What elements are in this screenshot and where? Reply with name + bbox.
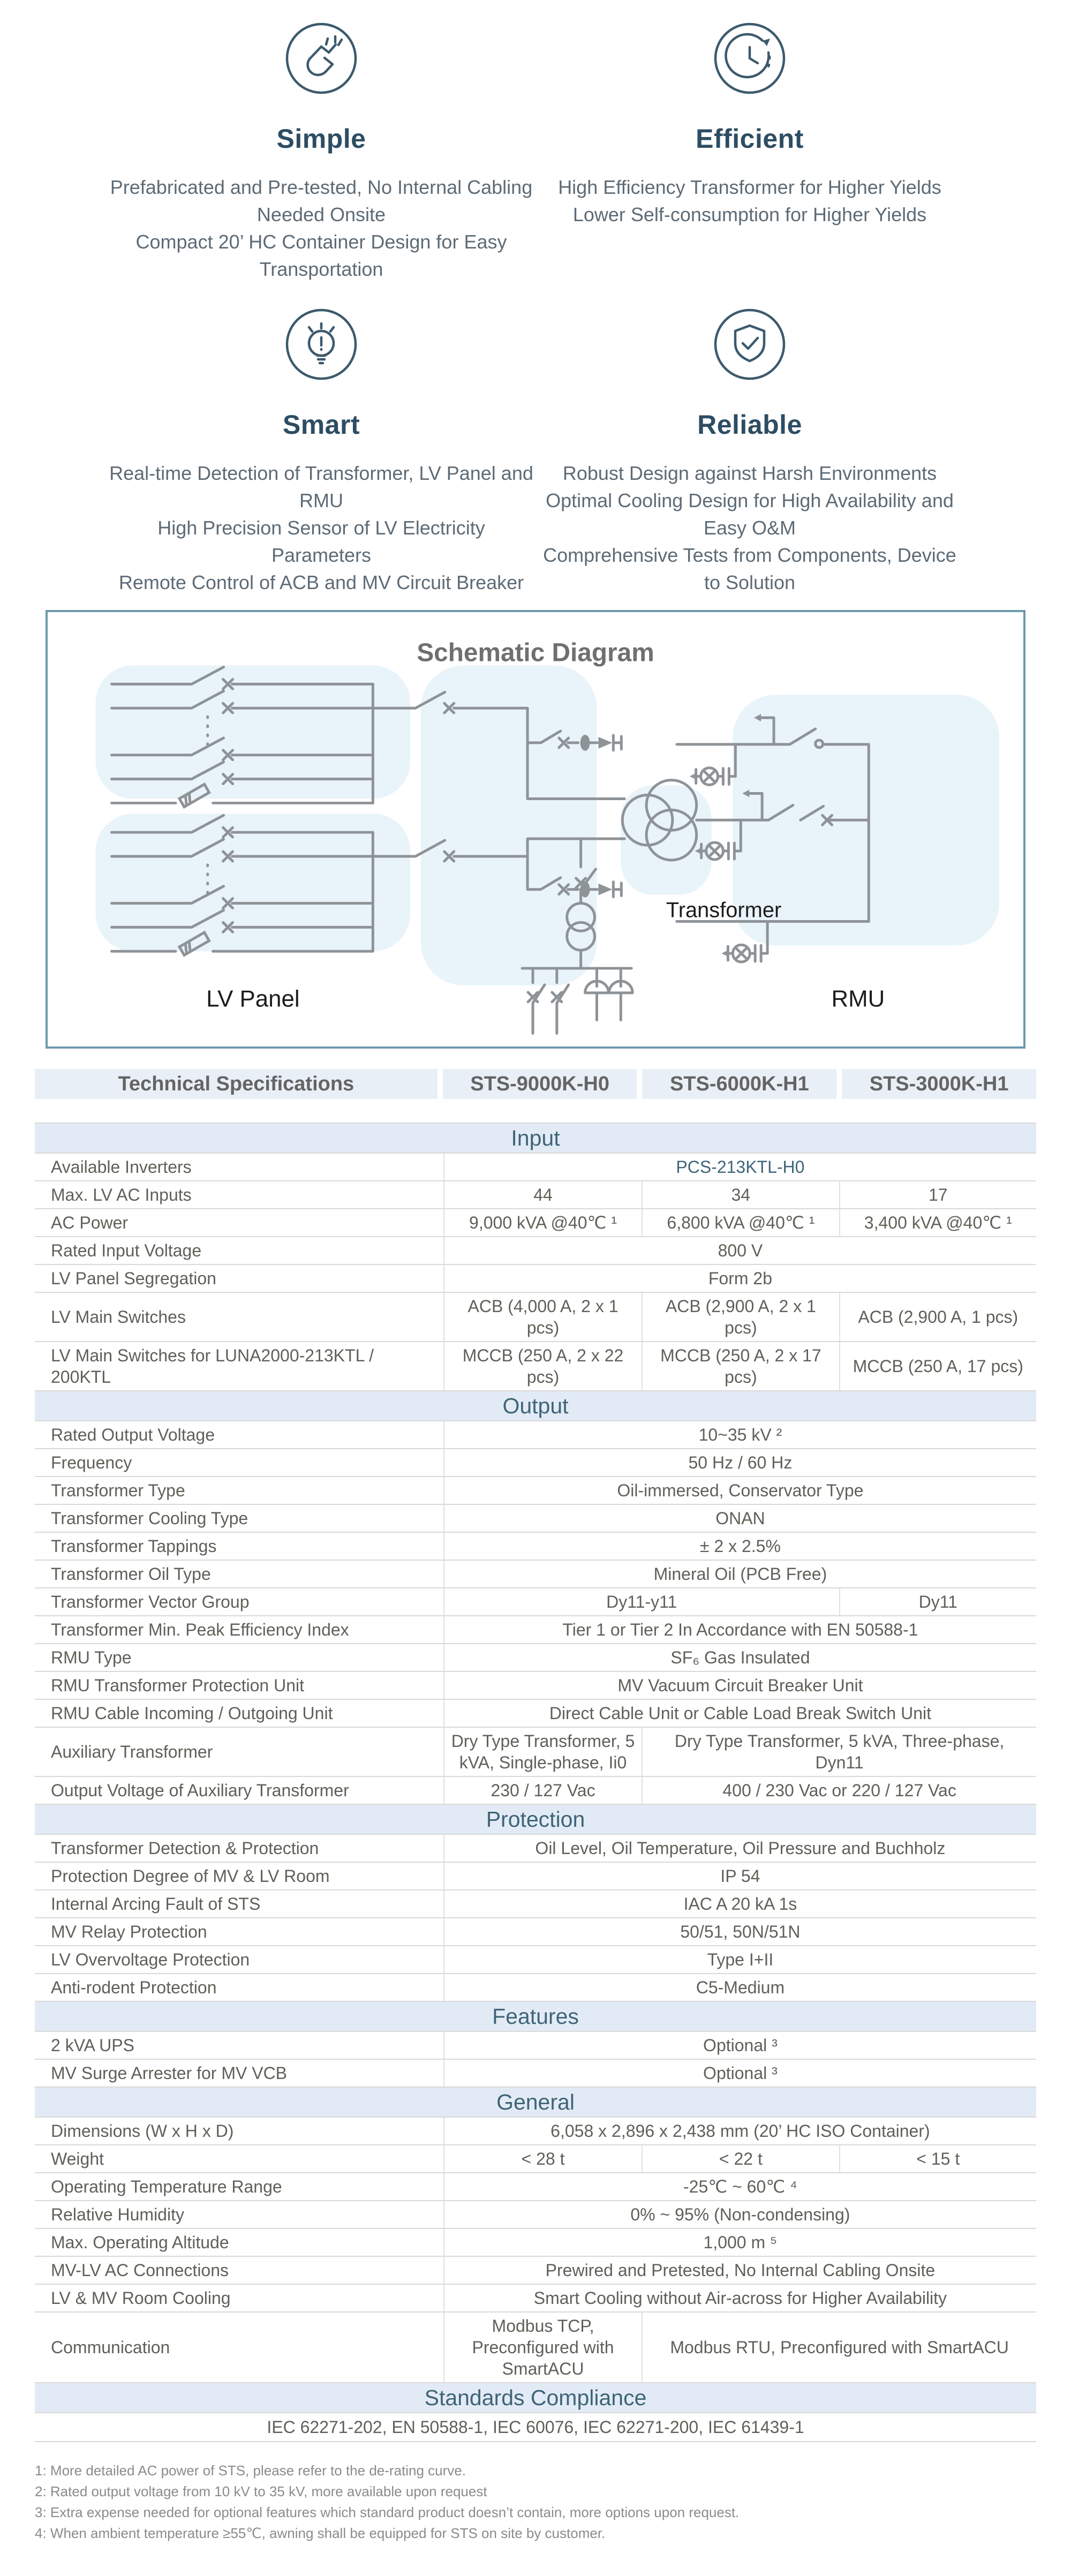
table-row	[35, 1728, 1036, 1777]
footnote: 3: Extra expense needed for optional features which standard product doesn’t contain, more options upon request.	[35, 2504, 740, 2521]
label-transformer: Transformer	[666, 898, 782, 922]
spec-table	[35, 1123, 1036, 2442]
row-value: Optional ³	[703, 2063, 778, 2083]
feature-title: Smart	[282, 410, 360, 440]
feature-line: Prefabricated and Pre-tested, No Internal Cabling Needed Onsite	[110, 176, 533, 225]
row-value: Prewired and Pretested, No Internal Cabling Onsite	[545, 2261, 936, 2280]
table-row	[35, 2229, 1036, 2257]
row-value: PCS-213KTL-H0	[676, 1157, 805, 1177]
row-value: MCCB (250 A, 2 x 22 pcs)	[462, 1346, 624, 1387]
table-row	[35, 2060, 1036, 2088]
row-value: 44	[533, 1185, 553, 1205]
row-value: MCCB (250 A, 17 pcs)	[839, 1342, 1036, 1390]
row-label: Transformer Oil Type	[35, 1561, 444, 1587]
row-value: Direct Cable Unit or Cable Load Break Switch Unit	[549, 1704, 932, 1723]
row-label: Relative Humidity	[35, 2201, 444, 2228]
row-value: 10~35 kV ²	[698, 1425, 782, 1445]
table-row	[35, 1533, 1036, 1561]
feature-line: Robust Design against Harsh Environments	[562, 462, 937, 484]
row-label: MV Surge Arrester for MV VCB	[35, 2060, 444, 2087]
section-header: General	[35, 2088, 1036, 2118]
row-value: 400 / 230 Vac or 220 / 127 Vac	[642, 1777, 1036, 1804]
table-header-model-1: STS-9000K-H0	[443, 1069, 637, 1099]
table-header-row	[35, 1069, 1036, 1099]
row-label: Frequency	[35, 1449, 444, 1476]
table-row	[35, 2285, 1036, 2313]
row-value: < 15 t	[839, 2145, 1036, 2172]
row-value: Mineral Oil (PCB Free)	[653, 1564, 827, 1584]
row-value: Modbus RTU, Preconfigured with SmartACU	[642, 2313, 1036, 2382]
table-row	[35, 1890, 1036, 1918]
feature-grid	[107, 0, 964, 596]
row-value: ACB (2,900 A, 1 pcs)	[839, 1293, 1036, 1341]
feature-line: High Precision Sensor of LV Electricity Parameters	[157, 517, 485, 566]
row-value: 6,800 kVA @40℃ ¹	[642, 1209, 839, 1236]
row-label: Output Voltage of Auxiliary Transformer	[35, 1777, 444, 1804]
section-header: Output	[35, 1391, 1036, 1421]
single-line-diagram	[48, 612, 1023, 1046]
row-value: < 28 t	[521, 2149, 565, 2169]
diagram-title: Schematic Diagram	[417, 638, 654, 667]
row-value: MCCB (250 A, 2 x 17 pcs)	[642, 1342, 839, 1390]
row-label: RMU Cable Incoming / Outgoing Unit	[35, 1700, 444, 1727]
technical-specifications	[35, 1069, 1036, 2442]
row-value: ACB (2,900 A, 2 x 1 pcs)	[642, 1293, 839, 1341]
footnote: 2: Rated output voltage from 10 kV to 35 kV, more available upon request	[35, 2483, 487, 2500]
row-value: Dy11	[839, 1588, 1036, 1615]
row-value: Smart Cooling without Air-across for Higher Availability	[533, 2288, 947, 2308]
row-label: LV Panel Segregation	[35, 1265, 444, 1292]
row-value: IEC 62271-202, EN 50588-1, IEC 60076, IEC 62271-200, IEC 61439-1	[267, 2417, 804, 2437]
table-row	[35, 2201, 1036, 2229]
row-label: MV Relay Protection	[35, 1918, 444, 1945]
feature-line: Remote Control of ACB and MV Circuit Breaker	[118, 571, 524, 593]
table-row	[35, 1946, 1036, 1974]
feature-line: Optimal Cooling Design for High Availability and Easy O&M	[546, 489, 954, 539]
row-value: MV Vacuum Circuit Breaker Unit	[617, 1676, 863, 1696]
row-value: C5-Medium	[696, 1978, 785, 1998]
row-label: Anti-rodent Protection	[35, 1974, 444, 2001]
schematic-diagram	[46, 610, 1025, 1049]
row-label: RMU Transformer Protection Unit	[35, 1672, 444, 1699]
feature-line: Real-time Detection of Transformer, LV Panel and RMU	[109, 462, 533, 511]
table-row	[35, 1974, 1036, 2002]
table-row	[35, 2145, 1036, 2173]
row-value: Tier 1 or Tier 2 In Accordance with EN 50588-1	[562, 1620, 918, 1640]
row-value: Dy11-y11	[606, 1592, 677, 1612]
row-value: ± 2 x 2.5%	[699, 1536, 781, 1556]
table-row	[35, 1477, 1036, 1505]
row-value: Dry Type Transformer, 5 kVA, Single-phase, Ii0	[451, 1731, 635, 1773]
row-value: Optional ³	[703, 2036, 778, 2055]
feature-line: Lower Self-consumption for Higher Yields	[572, 204, 927, 225]
row-value: 800 V	[718, 1241, 763, 1261]
table-row	[35, 1293, 1036, 1342]
row-label: Internal Arcing Fault of STS	[35, 1890, 444, 1917]
row-value: 34	[642, 1181, 839, 1208]
footnote: 1: More detailed AC power of STS, please refer to the de-rating curve.	[35, 2462, 466, 2479]
row-value: Type I+II	[707, 1950, 774, 1970]
table-header-model-2: STS-6000K-H1	[642, 1069, 836, 1099]
row-value: Form 2b	[708, 1269, 772, 1289]
table-row	[35, 1154, 1036, 1181]
row-label: LV & MV Room Cooling	[35, 2285, 444, 2311]
row-label: Transformer Min. Peak Efficiency Index	[35, 1616, 444, 1643]
row-value: < 22 t	[642, 2145, 839, 2172]
footnote: 4: When ambient temperature ≥55℃, awning shall be equipped for STS on site by customer.	[35, 2525, 606, 2542]
row-label: Operating Temperature Range	[35, 2173, 444, 2200]
label-rmu: RMU	[831, 985, 885, 1012]
feature-efficient	[536, 18, 964, 283]
row-value: 50 Hz / 60 Hz	[688, 1453, 793, 1473]
table-row	[35, 1181, 1036, 1209]
table-row	[35, 1644, 1036, 1672]
row-label: Max. Operating Altitude	[35, 2229, 444, 2256]
row-label: MV-LV AC Connections	[35, 2257, 444, 2284]
feature-title: Efficient	[696, 124, 804, 154]
row-label: Weight	[35, 2145, 444, 2172]
row-label: Transformer Vector Group	[35, 1588, 444, 1615]
row-value: Oil Level, Oil Temperature, Oil Pressure and Buchholz	[535, 1839, 946, 1858]
table-row	[35, 1700, 1036, 1728]
feature-title: Reliable	[697, 410, 802, 440]
row-label: Max. LV AC Inputs	[35, 1181, 444, 1208]
table-row	[35, 1588, 1036, 1616]
feature-simple	[107, 18, 536, 283]
table-header-model-3: STS-3000K-H1	[842, 1069, 1036, 1099]
row-label: Communication	[35, 2313, 444, 2382]
table-row	[35, 1421, 1036, 1449]
row-label: Transformer Type	[35, 1477, 444, 1504]
table-row	[35, 1505, 1036, 1533]
row-label: Transformer Cooling Type	[35, 1505, 444, 1532]
row-value: Modbus TCP, Preconfigured with SmartACU	[472, 2316, 614, 2379]
row-label: Available Inverters	[35, 1154, 444, 1180]
snap-fingers-icon	[107, 18, 536, 99]
row-label: Protection Degree of MV & LV Room	[35, 1863, 444, 1889]
row-label: Rated Input Voltage	[35, 1237, 444, 1264]
row-label: AC Power	[35, 1209, 444, 1236]
table-row	[35, 1918, 1036, 1946]
row-value: 1,000 m ⁵	[703, 2233, 778, 2253]
table-row	[35, 1342, 1036, 1391]
table-header-title: Technical Specifications	[35, 1069, 438, 1099]
row-value: 230 / 127 Vac	[491, 1781, 595, 1801]
row-value: -25℃ ~ 60℃ ⁴	[683, 2177, 797, 2197]
table-row	[35, 1265, 1036, 1293]
table-row	[35, 2173, 1036, 2201]
row-value: 3,400 kVA @40℃ ¹	[839, 1209, 1036, 1236]
feature-title: Simple	[276, 124, 366, 154]
row-value: 6,058 x 2,896 x 2,438 mm (20’ HC ISO Container)	[550, 2121, 930, 2141]
shield-check-icon	[536, 304, 964, 385]
clock-cycle-icon	[536, 18, 964, 99]
table-row	[35, 1449, 1036, 1477]
row-value: 50/51, 50N/51N	[680, 1922, 801, 1942]
table-row	[35, 2032, 1036, 2060]
feature-line: Comprehensive Tests from Components, Device to Solution	[543, 544, 956, 593]
table-row	[35, 2313, 1036, 2383]
feature-reliable	[536, 304, 964, 596]
row-label: Transformer Detection & Protection	[35, 1835, 444, 1862]
row-label: LV Overvoltage Protection	[35, 1946, 444, 1973]
table-row	[35, 1672, 1036, 1700]
row-value: IAC A 20 kA 1s	[683, 1894, 797, 1914]
row-value: SF₆ Gas Insulated	[670, 1648, 810, 1668]
row-label: RMU Type	[35, 1644, 444, 1671]
feature-smart	[107, 304, 536, 596]
row-value: Dry Type Transformer, 5 kVA, Three-phase, Dyn11	[642, 1728, 1036, 1776]
table-row	[35, 1777, 1036, 1805]
section-header: Protection	[35, 1805, 1036, 1835]
section-header: Standards Compliance	[35, 2383, 1036, 2413]
row-label: Transformer Tappings	[35, 1533, 444, 1560]
feature-line: High Efficiency Transformer for Higher Yields	[558, 176, 941, 198]
row-value: IP 54	[720, 1866, 760, 1886]
label-lv-panel: LV Panel	[206, 985, 300, 1012]
row-label: Dimensions (W x H x D)	[35, 2118, 444, 2144]
feature-line: Compact 20’ HC Container Design for Easy Transportation	[135, 231, 507, 280]
table-row	[35, 1209, 1036, 1237]
row-label: 2 kVA UPS	[35, 2032, 444, 2059]
table-row	[35, 2413, 1036, 2442]
row-label: Auxiliary Transformer	[35, 1728, 444, 1776]
table-row	[35, 1835, 1036, 1863]
table-row	[35, 1616, 1036, 1644]
table-row	[35, 1237, 1036, 1265]
row-label: LV Main Switches for LUNA2000-213KTL / 200KTL	[35, 1342, 444, 1390]
section-header: Input	[35, 1123, 1036, 1154]
row-label: LV Main Switches	[35, 1293, 444, 1341]
table-row	[35, 2257, 1036, 2285]
table-row	[35, 1863, 1036, 1890]
row-value: 0% ~ 95% (Non-condensing)	[630, 2205, 850, 2225]
footnotes	[35, 2460, 1036, 2576]
lightbulb-icon	[107, 304, 536, 385]
table-row	[35, 1561, 1036, 1588]
row-label: Rated Output Voltage	[35, 1421, 444, 1448]
row-value: 9,000 kVA @40℃ ¹	[469, 1213, 617, 1233]
row-value: Oil-immersed, Conservator Type	[617, 1481, 864, 1501]
section-header: Features	[35, 2002, 1036, 2032]
row-value: 17	[839, 1181, 1036, 1208]
row-value: ACB (4,000 A, 2 x 1 pcs)	[467, 1297, 619, 1338]
table-row	[35, 2118, 1036, 2145]
row-value: ONAN	[715, 1509, 765, 1528]
